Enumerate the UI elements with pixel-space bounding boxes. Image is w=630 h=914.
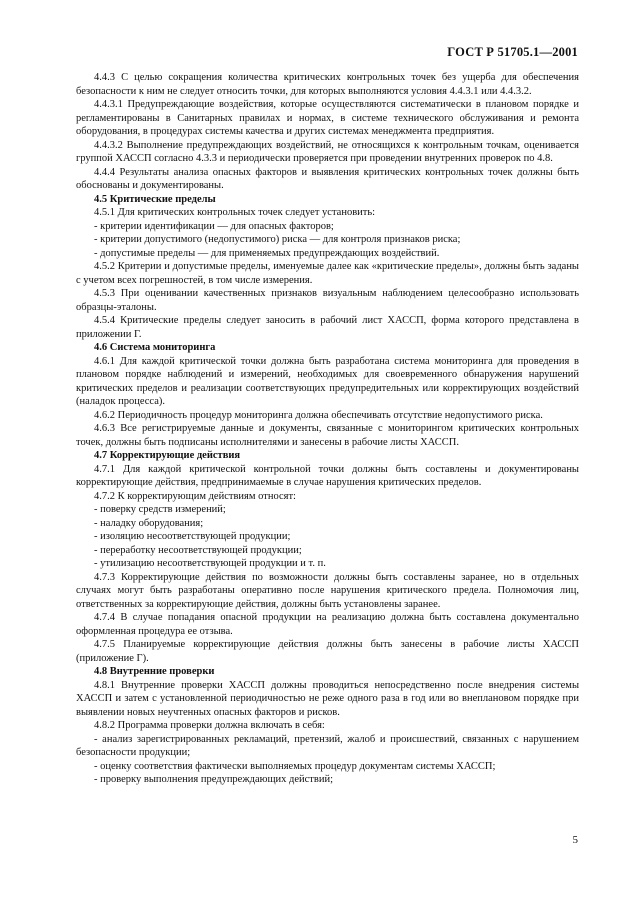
paragraph: 4.6.1 Для каждой критической точки должна быть разработана система мониторинга для проведения в плановом порядке наблюдений и измерений, необходимых для своевременного обнаружения нарушений критических пределов и реализации соответствующих предупредительных или корректирующих воздействий (наладок процесса). [76, 355, 579, 407]
paragraph: - критерии допустимого (недопустимого) риска — для контроля признаков риска; [94, 234, 461, 245]
paragraph: 4.7.1 Для каждой критической контрольной точки должны быть составлены и документированы корректирующие действия, предпринимаемые в случае нарушения критических пределов. [76, 463, 579, 488]
paragraph: - критерии идентификации — для опасных факторов; [94, 220, 334, 232]
standard-header: ГОСТ Р 51705.1—2001 [447, 45, 578, 59]
paragraph: - утилизацию несоответствующей продукции и т. п. [94, 558, 326, 569]
page-number: 5 [572, 834, 578, 846]
paragraph: - наладку оборудования; [94, 517, 204, 529]
paragraph: - поверку средств измерений; [94, 504, 226, 515]
paragraph: 4.8.1 Внутренние проверки ХАССП должны проводиться непосредственно после внедрения системы ХАССП и затем с установленной периодичностью не реже одного раза в год или во внеплановом порядке при выявлении новых неучтенных опасных факторов и рисков. [76, 679, 579, 718]
paragraph: - переработку несоответствующей продукции; [94, 544, 302, 556]
section-heading: 4.6 Система мониторинга [94, 342, 216, 353]
section-heading: 4.5 Критические пределы [94, 193, 216, 205]
paragraph: 4.5.2 Критерии и допустимые пределы, именуемые далее как «критические пределы», должны быть заданы с учетом всех погрешностей, в том числе измерения. [76, 261, 579, 286]
paragraph: 4.8.2 Программа проверки должна включать в себя: [94, 720, 325, 731]
section-heading: 4.8 Внутренние проверки [94, 666, 215, 677]
paragraph: 4.5.3 При оценивании качественных признаков визуальным наблюдением целесообразно использовать образцы-эталоны. [76, 288, 579, 313]
paragraph: 4.6.3 Все регистрируемые данные и документы, связанные с мониторингом критических контрольных точек, должны быть подписаны исполнителями и занесены в рабочие листы ХАССП. [76, 423, 579, 448]
document-body [76, 71, 579, 787]
paragraph: 4.7.2 К корректирующим действиям относят: [94, 490, 296, 502]
paragraph: - проверку выполнения предупреждающих действий; [94, 774, 334, 785]
paragraph: 4.6.2 Периодичность процедур мониторинга должна обеспечивать отсутствие недопустимого риска. [94, 409, 543, 421]
paragraph: - допустимые пределы — для применяемых предупреждающих воздействий. [94, 247, 440, 259]
paragraph: 4.5.4 Критические пределы следует заносить в рабочий лист ХАССП, форма которого представлена в приложении Г. [76, 315, 579, 340]
paragraph: 4.7.5 Планируемые корректирующие действия должны быть занесены в рабочие листы ХАССП (приложение Г). [76, 639, 579, 664]
paragraph: 4.5.1 Для критических контрольных точек следует установить: [94, 207, 376, 218]
paragraph: 4.7.3 Корректирующие действия по возможности должны быть составлены заранее, но в отдельных случаях могут быть разработаны оперативно после нарушения критического предела. Полномочия лиц, ответственных за корректирующие действия, должны быть установлены заранее. [76, 571, 579, 610]
paragraph: - изоляцию несоответствующей продукции; [94, 531, 291, 542]
paragraph: 4.4.3.1 Предупреждающие воздействия, которые осуществляются систематически в плановом порядке и регламентированы в Санитарных правилах и нормах, в системе технического обслуживания и ремонта оборудования, в процедурах системы качества и других системах менеджмента предприятия. [76, 99, 579, 137]
paragraph: 4.4.4 Результаты анализа опасных факторов и выявления критических контрольных точек должны быть обоснованы и документированы. [76, 166, 579, 191]
section-heading: 4.7 Корректирующие действия [94, 450, 241, 461]
paragraph: 4.4.3.2 Выполнение предупреждающих воздействий, не относящихся к контрольным точкам, оценивается группой ХАССП согласно 4.3.3 и периодически проверяется при проведении внутренних проверок по 4.8. [76, 139, 579, 164]
paragraph: - оценку соответствия фактически выполняемых процедур документам системы ХАССП; [94, 760, 496, 772]
paragraph: 4.4.3 С целью сокращения количества критических контрольных точек без ущерба для обеспечения безопасности к ним не следует относить точки, для которых выполняются условия 4.4.3.1 или 4.4.3.2. [76, 72, 579, 97]
paragraph: 4.7.4 В случае попадания опасной продукции на реализацию должна быть составлена документально оформленная процедура ее отзыва. [76, 612, 579, 637]
paragraph: - анализ зарегистрированных рекламаций, претензий, жалоб и происшествий, связанных с нарушением безопасности продукции; [76, 733, 579, 758]
